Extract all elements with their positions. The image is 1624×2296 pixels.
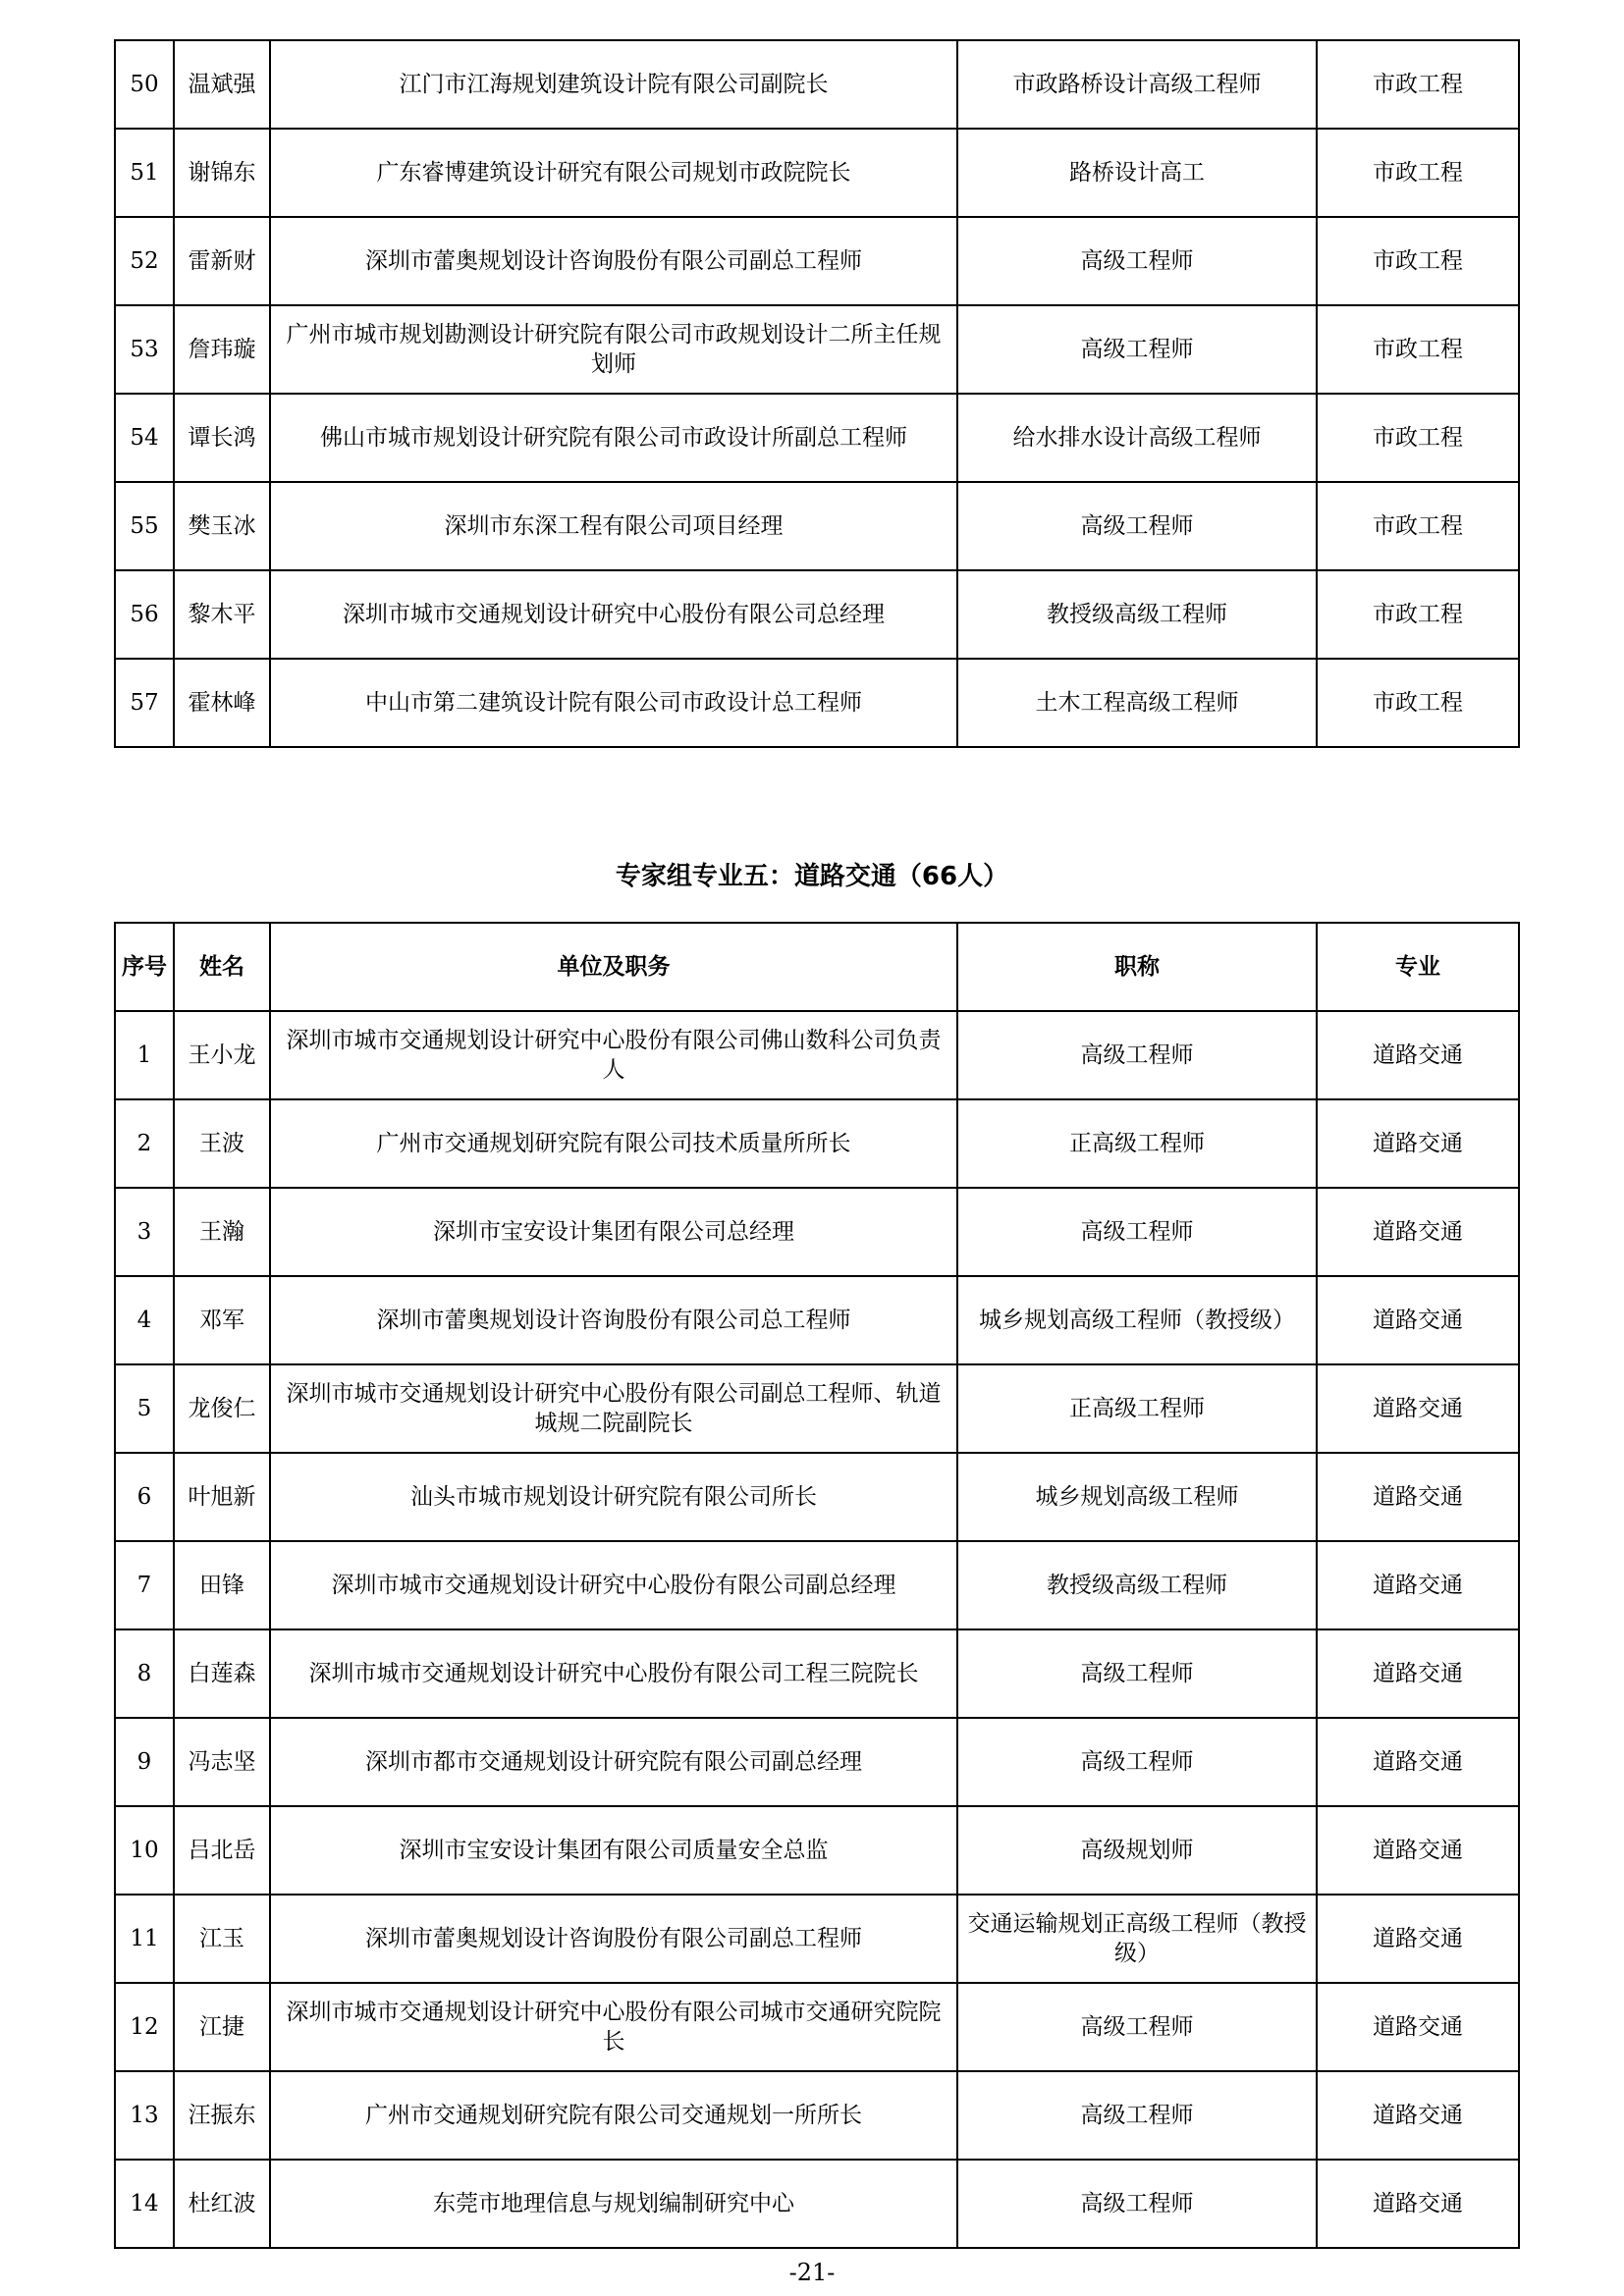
cell-unit: 深圳市宝安设计集团有限公司总经理 bbox=[270, 1188, 957, 1276]
cell-title: 教授级高级工程师 bbox=[957, 570, 1317, 659]
cell-name: 白莲森 bbox=[174, 1629, 270, 1718]
cell-name: 冯志坚 bbox=[174, 1718, 270, 1806]
cell-title: 市政路桥设计高级工程师 bbox=[957, 40, 1317, 129]
cell-no: 5 bbox=[115, 1364, 174, 1453]
cell-name: 江捷 bbox=[174, 1983, 270, 2071]
table-row bbox=[115, 129, 1519, 217]
cell-unit: 深圳市城市交通规划设计研究中心股份有限公司工程三院院长 bbox=[270, 1629, 957, 1718]
section-title: 专家组专业五：道路交通（66人） bbox=[615, 862, 1009, 891]
cell-no: 8 bbox=[115, 1629, 174, 1718]
cell-title: 高级规划师 bbox=[957, 1806, 1317, 1895]
cell-name: 杜红波 bbox=[174, 2160, 270, 2248]
cell-unit: 深圳市东深工程有限公司项目经理 bbox=[270, 482, 957, 570]
cell-title: 高级工程师 bbox=[957, 305, 1317, 394]
cell-major: 道路交通 bbox=[1317, 1453, 1519, 1541]
cell-title: 城乡规划高级工程师（教授级） bbox=[957, 1276, 1317, 1364]
cell-major: 道路交通 bbox=[1317, 2071, 1519, 2160]
cell-title: 城乡规划高级工程师 bbox=[957, 1453, 1317, 1541]
cell-major: 道路交通 bbox=[1317, 1011, 1519, 1099]
cell-name: 王小龙 bbox=[174, 1011, 270, 1099]
cell-name: 霍林峰 bbox=[174, 659, 270, 747]
cell-no: 10 bbox=[115, 1806, 174, 1895]
header-no: 序号 bbox=[115, 923, 174, 1011]
cell-name: 龙俊仁 bbox=[174, 1364, 270, 1453]
cell-unit: 东莞市地理信息与规划编制研究中心 bbox=[270, 2160, 957, 2248]
cell-unit: 广州市城市规划勘测设计研究院有限公司市政规划设计二所主任规划师 bbox=[270, 305, 957, 394]
cell-major: 市政工程 bbox=[1317, 570, 1519, 659]
table-row bbox=[115, 1806, 1519, 1895]
road-traffic-expert-table bbox=[114, 922, 1520, 2249]
cell-name: 叶旭新 bbox=[174, 1453, 270, 1541]
cell-no: 7 bbox=[115, 1541, 174, 1629]
cell-title: 高级工程师 bbox=[957, 1188, 1317, 1276]
cell-name: 温斌强 bbox=[174, 40, 270, 129]
cell-name: 雷新财 bbox=[174, 217, 270, 305]
cell-unit: 深圳市宝安设计集团有限公司质量安全总监 bbox=[270, 1806, 957, 1895]
cell-major: 道路交通 bbox=[1317, 2160, 1519, 2248]
cell-title: 高级工程师 bbox=[957, 1629, 1317, 1718]
cell-no: 3 bbox=[115, 1188, 174, 1276]
table-row bbox=[115, 1188, 1519, 1276]
cell-title: 交通运输规划正高级工程师（教授级） bbox=[957, 1895, 1317, 1983]
cell-title: 正高级工程师 bbox=[957, 1099, 1317, 1188]
road-traffic-expert-table-body bbox=[115, 1011, 1519, 2248]
cell-no: 4 bbox=[115, 1276, 174, 1364]
table-row bbox=[115, 1718, 1519, 1806]
cell-unit: 深圳市城市交通规划设计研究中心股份有限公司副总工程师、轨道城规二院副院长 bbox=[270, 1364, 957, 1453]
table-row bbox=[115, 305, 1519, 394]
cell-unit: 深圳市城市交通规划设计研究中心股份有限公司佛山数科公司负责人 bbox=[270, 1011, 957, 1099]
table-row bbox=[115, 1276, 1519, 1364]
cell-title: 高级工程师 bbox=[957, 1011, 1317, 1099]
header-major: 专业 bbox=[1317, 923, 1519, 1011]
expert-table-continued bbox=[114, 39, 1520, 748]
cell-title: 路桥设计高工 bbox=[957, 129, 1317, 217]
cell-no: 56 bbox=[115, 570, 174, 659]
cell-title: 高级工程师 bbox=[957, 217, 1317, 305]
page-number: -21- bbox=[788, 2259, 836, 2286]
cell-title: 土木工程高级工程师 bbox=[957, 659, 1317, 747]
table-row bbox=[115, 2160, 1519, 2248]
cell-no: 9 bbox=[115, 1718, 174, 1806]
cell-name: 詹玮璇 bbox=[174, 305, 270, 394]
cell-major: 市政工程 bbox=[1317, 129, 1519, 217]
cell-name: 樊玉冰 bbox=[174, 482, 270, 570]
cell-unit: 深圳市蕾奥规划设计咨询股份有限公司副总工程师 bbox=[270, 217, 957, 305]
cell-unit: 深圳市城市交通规划设计研究中心股份有限公司总经理 bbox=[270, 570, 957, 659]
cell-title: 教授级高级工程师 bbox=[957, 1541, 1317, 1629]
cell-unit: 广州市交通规划研究院有限公司交通规划一所所长 bbox=[270, 2071, 957, 2160]
cell-unit: 江门市江海规划建筑设计院有限公司副院长 bbox=[270, 40, 957, 129]
table-row bbox=[115, 1541, 1519, 1629]
cell-title: 正高级工程师 bbox=[957, 1364, 1317, 1453]
cell-no: 53 bbox=[115, 305, 174, 394]
cell-major: 市政工程 bbox=[1317, 482, 1519, 570]
cell-unit: 广州市交通规划研究院有限公司技术质量所所长 bbox=[270, 1099, 957, 1188]
table-row bbox=[115, 659, 1519, 747]
cell-name: 江玉 bbox=[174, 1895, 270, 1983]
cell-major: 市政工程 bbox=[1317, 659, 1519, 747]
cell-unit: 广东睿博建筑设计研究有限公司规划市政院院长 bbox=[270, 129, 957, 217]
cell-no: 50 bbox=[115, 40, 174, 129]
cell-major: 市政工程 bbox=[1317, 217, 1519, 305]
cell-name: 邓军 bbox=[174, 1276, 270, 1364]
table-row bbox=[115, 1099, 1519, 1188]
cell-unit: 深圳市城市交通规划设计研究中心股份有限公司副总经理 bbox=[270, 1541, 957, 1629]
table-row bbox=[115, 394, 1519, 482]
cell-no: 12 bbox=[115, 1983, 174, 2071]
cell-major: 道路交通 bbox=[1317, 1895, 1519, 1983]
cell-name: 汪振东 bbox=[174, 2071, 270, 2160]
table-header-row bbox=[115, 923, 1519, 1011]
cell-major: 市政工程 bbox=[1317, 305, 1519, 394]
cell-name: 田锋 bbox=[174, 1541, 270, 1629]
cell-no: 11 bbox=[115, 1895, 174, 1983]
cell-no: 14 bbox=[115, 2160, 174, 2248]
cell-major: 道路交通 bbox=[1317, 1983, 1519, 2071]
cell-major: 道路交通 bbox=[1317, 1541, 1519, 1629]
cell-unit: 深圳市蕾奥规划设计咨询股份有限公司副总工程师 bbox=[270, 1895, 957, 1983]
cell-no: 55 bbox=[115, 482, 174, 570]
cell-major: 市政工程 bbox=[1317, 40, 1519, 129]
cell-unit: 汕头市城市规划设计研究院有限公司所长 bbox=[270, 1453, 957, 1541]
cell-no: 1 bbox=[115, 1011, 174, 1099]
cell-name: 吕北岳 bbox=[174, 1806, 270, 1895]
cell-title: 高级工程师 bbox=[957, 1718, 1317, 1806]
cell-major: 道路交通 bbox=[1317, 1806, 1519, 1895]
cell-name: 谭长鸿 bbox=[174, 394, 270, 482]
cell-major: 道路交通 bbox=[1317, 1629, 1519, 1718]
cell-unit: 佛山市城市规划设计研究院有限公司市政设计所副总工程师 bbox=[270, 394, 957, 482]
cell-title: 给水排水设计高级工程师 bbox=[957, 394, 1317, 482]
table-row bbox=[115, 1983, 1519, 2071]
cell-no: 52 bbox=[115, 217, 174, 305]
cell-unit: 中山市第二建筑设计院有限公司市政设计总工程师 bbox=[270, 659, 957, 747]
table-row bbox=[115, 1629, 1519, 1718]
cell-no: 57 bbox=[115, 659, 174, 747]
table-row bbox=[115, 1011, 1519, 1099]
expert-table-continued-body bbox=[115, 40, 1519, 747]
cell-name: 黎木平 bbox=[174, 570, 270, 659]
cell-unit: 深圳市蕾奥规划设计咨询股份有限公司总工程师 bbox=[270, 1276, 957, 1364]
table-row bbox=[115, 1364, 1519, 1453]
cell-name: 王波 bbox=[174, 1099, 270, 1188]
table-row bbox=[115, 2071, 1519, 2160]
table-row bbox=[115, 217, 1519, 305]
cell-no: 2 bbox=[115, 1099, 174, 1188]
table-row bbox=[115, 40, 1519, 129]
header-unit: 单位及职务 bbox=[270, 923, 957, 1011]
cell-major: 道路交通 bbox=[1317, 1276, 1519, 1364]
cell-no: 51 bbox=[115, 129, 174, 217]
cell-unit: 深圳市都市交通规划设计研究院有限公司副总经理 bbox=[270, 1718, 957, 1806]
cell-name: 谢锦东 bbox=[174, 129, 270, 217]
cell-title: 高级工程师 bbox=[957, 2071, 1317, 2160]
cell-name: 王瀚 bbox=[174, 1188, 270, 1276]
cell-major: 道路交通 bbox=[1317, 1364, 1519, 1453]
header-name: 姓名 bbox=[174, 923, 270, 1011]
cell-major: 道路交通 bbox=[1317, 1099, 1519, 1188]
cell-title: 高级工程师 bbox=[957, 1983, 1317, 2071]
cell-title: 高级工程师 bbox=[957, 2160, 1317, 2248]
cell-no: 54 bbox=[115, 394, 174, 482]
cell-unit: 深圳市城市交通规划设计研究中心股份有限公司城市交通研究院院长 bbox=[270, 1983, 957, 2071]
table-row bbox=[115, 570, 1519, 659]
table-row bbox=[115, 1453, 1519, 1541]
cell-major: 市政工程 bbox=[1317, 394, 1519, 482]
cell-no: 13 bbox=[115, 2071, 174, 2160]
cell-title: 高级工程师 bbox=[957, 482, 1317, 570]
cell-major: 道路交通 bbox=[1317, 1718, 1519, 1806]
cell-major: 道路交通 bbox=[1317, 1188, 1519, 1276]
header-title: 职称 bbox=[957, 923, 1317, 1011]
table-row bbox=[115, 1895, 1519, 1983]
table-row bbox=[115, 482, 1519, 570]
cell-no: 6 bbox=[115, 1453, 174, 1541]
